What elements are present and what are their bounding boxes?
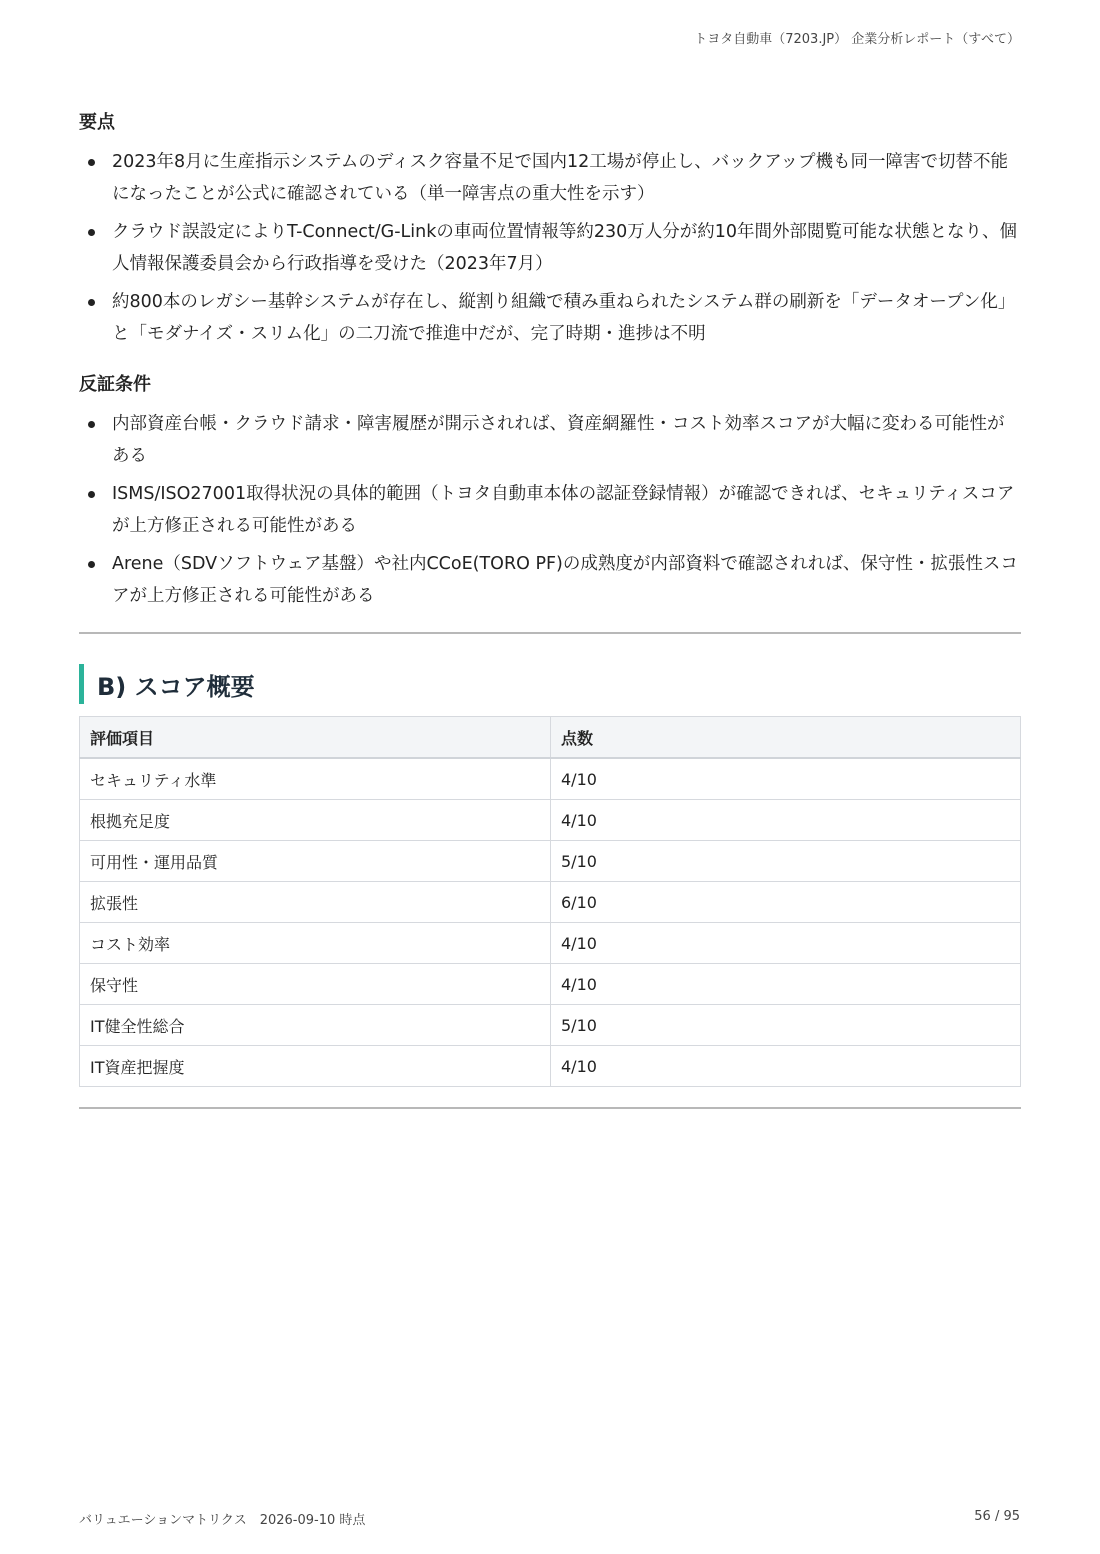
score-item-cell: IT資産把握度 [80,1046,551,1087]
score-item-cell: IT健全性総合 [80,1005,551,1046]
counter-conditions-heading: 反証条件 [79,374,151,395]
table-header-row [80,717,1021,759]
score-item-cell: 拡張性 [80,882,551,923]
heading-accent-bar [79,664,84,704]
table-row [80,1005,1021,1046]
bullet-icon [88,299,95,306]
table-row [80,1046,1021,1087]
table-row [80,800,1021,841]
list-item [79,146,1021,210]
page-content [79,108,1021,1109]
score-item-cell: セキュリティ水準 [80,758,551,800]
report-header-title: トヨタ自動車（7203.JP） 企業分析レポート（すべて） [694,32,1020,47]
key-points-heading: 要点 [79,112,115,133]
counter-condition-text: ISMS/ISO27001取得状況の具体的範囲（トヨタ自動車本体の認証登録情報）が確認できれば、セキュリティスコアが上方修正される可能性がある [112,484,1015,536]
list-item [79,408,1021,472]
section-divider [79,632,1021,634]
score-table [79,716,1021,1087]
score-item-cell: 保守性 [80,964,551,1005]
key-points-list [79,146,1021,350]
table-row [80,758,1021,800]
bullet-icon [88,159,95,166]
score-value-cell: 6/10 [551,882,1021,923]
bullet-icon [88,229,95,236]
section-divider [79,1107,1021,1109]
score-section-title: B) スコア概要 [97,672,255,701]
bullet-icon [88,491,95,498]
bullet-icon [88,421,95,428]
score-value-cell: 4/10 [551,964,1021,1005]
score-value-cell: 5/10 [551,841,1021,882]
bullet-icon [88,561,95,568]
counter-condition-text: 内部資産台帳・クラウド請求・障害履歴が開示されれば、資産網羅性・コスト効率スコアが大幅に変わる可能性がある [112,414,1005,466]
table-row [80,882,1021,923]
score-item-cell: コスト効率 [80,923,551,964]
footer-publisher: バリュエーションマトリクス 2026-09-10 時点 [79,1513,366,1528]
list-item [79,216,1021,280]
column-header-item: 評価項目 [80,717,551,759]
score-value-cell: 4/10 [551,923,1021,964]
footer-page-number: 56 / 95 [974,1509,1020,1524]
list-item [79,478,1021,542]
key-point-text: 約800本のレガシー基幹システムが存在し、縦割り組織で積み重ねられたシステム群の刷新を「データオープン化」と「モダナイズ・スリム化」の二刀流で推進中だが、完了時期・進捗は不明 [112,292,1016,344]
score-value-cell: 5/10 [551,1005,1021,1046]
column-header-score: 点数 [551,717,1021,759]
table-row [80,964,1021,1005]
table-row [80,841,1021,882]
score-value-cell: 4/10 [551,758,1021,800]
counter-condition-text: Arene（SDVソフトウェア基盤）や社内CCoE(TORO PF)の成熟度が内部資料で確認されれば、保守性・拡張性スコアが上方修正される可能性がある [112,554,1018,606]
score-item-cell: 根拠充足度 [80,800,551,841]
key-point-text: クラウド誤設定によりT-Connect/G-Linkの車両位置情報等約230万人分が約10年間外部閲覧可能な状態となり、個人情報保護委員会から行政指導を受けた（2023年7月） [112,222,1018,274]
counter-conditions-list [79,408,1021,612]
list-item [79,548,1021,612]
list-item [79,286,1021,350]
table-row [80,923,1021,964]
score-value-cell: 4/10 [551,800,1021,841]
score-section-heading [79,664,1021,704]
key-point-text: 2023年8月に生産指示システムのディスク容量不足で国内12工場が停止し、バックアップ機も同一障害で切替不能になったことが公式に確認されている（単一障害点の重大性を示す） [112,152,1009,204]
score-item-cell: 可用性・運用品質 [80,841,551,882]
score-value-cell: 4/10 [551,1046,1021,1087]
